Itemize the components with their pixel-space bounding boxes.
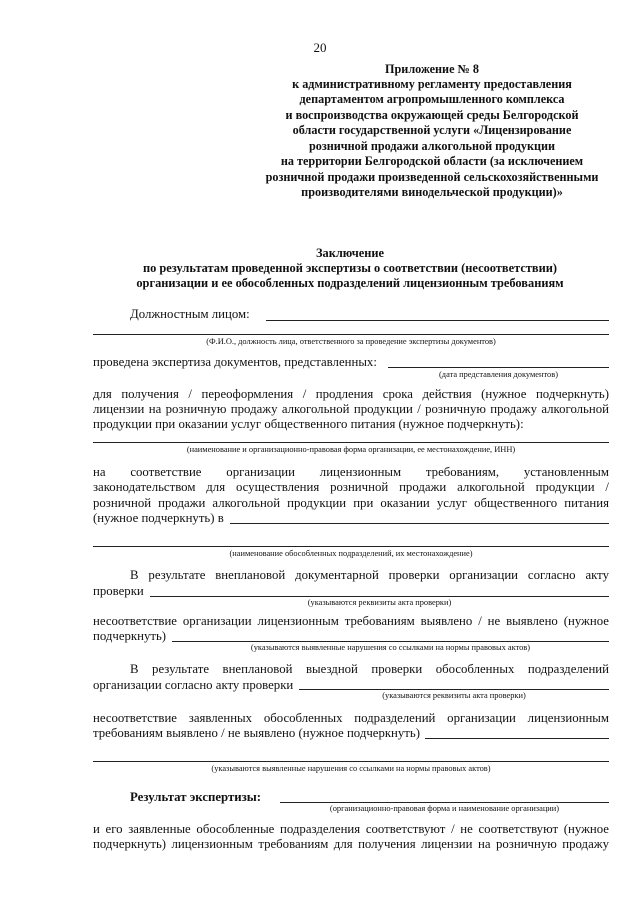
units-violations-caption: (указываются выявленные нарушения со ссылками на нормы правовых актов) xyxy=(211,764,491,773)
expertise-date-field[interactable] xyxy=(388,367,609,368)
result-label: Результат экспертизы: xyxy=(130,790,262,804)
purpose-line: продукции при оказании услуг общественного питания (нужное подчеркнуть): xyxy=(93,417,524,431)
expertise-caption: (дата представления документов) xyxy=(439,370,558,379)
page-number: 20 xyxy=(313,40,327,55)
compliance-line: законодательством для осуществления розничной продажи алкогольной продукции / xyxy=(93,480,609,494)
documentary-act-field[interactable] xyxy=(150,596,609,597)
documentary-check-line: В результате внеплановой документарной проверки организации согласно акту xyxy=(130,568,609,582)
title-line: Заключение xyxy=(315,246,385,260)
official-field[interactable] xyxy=(266,320,609,321)
appendix-line: к административному регламенту предоставления xyxy=(292,77,572,91)
result-field[interactable] xyxy=(280,802,609,803)
organization-caption: (наименование и организационно-правовая форма организации, ее местонахождение, ИНН) xyxy=(186,445,516,454)
appendix-line: розничной продажи алкогольной продукции xyxy=(308,139,556,153)
noncompliance-org-line: подчеркнуть) xyxy=(93,629,167,643)
appendix-line: на территории Белгородской области (за исключением xyxy=(280,154,584,168)
documentary-act-caption: (указываются реквизиты акта проверки) xyxy=(307,598,452,607)
appendix-line: департаментом агропромышленного комплекса xyxy=(299,92,565,106)
compliance-line: на соответствие организации лицензионным требованиям, установленным xyxy=(93,465,609,479)
purpose-line: лицензии на розничную продажу алкогольной продукции / розничную продажу алкогольной xyxy=(93,402,609,416)
official-field-continuation[interactable] xyxy=(93,334,609,335)
units-violations-field[interactable] xyxy=(425,738,609,739)
org-violations-field[interactable] xyxy=(172,641,609,642)
onsite-act-field[interactable] xyxy=(299,689,609,690)
official-label: Должностным лицом: xyxy=(130,307,250,321)
appendix-line: производителями винодельческой продукции)» xyxy=(301,185,563,199)
official-caption: (Ф.И.О., должность лица, ответственного за проведение экспертизы документов) xyxy=(206,337,496,346)
onsite-check-line: В результате внеплановой выездной проверки обособленных подразделений xyxy=(130,662,609,676)
purpose-line: для получения / переоформления / продления срока действия (нужное подчеркнуть) xyxy=(93,387,609,401)
org-violations-caption: (указываются выявленные нарушения со ссылками на нормы правовых актов) xyxy=(250,643,531,652)
subdivisions-field[interactable] xyxy=(230,523,609,524)
organization-field[interactable] xyxy=(93,442,609,443)
units-violations-field-continuation[interactable] xyxy=(93,761,609,762)
title-line: организации и ее обособленных подразделений лицензионным требованиям xyxy=(136,276,564,290)
documentary-check-line: проверки xyxy=(93,584,144,598)
appendix-number: Приложение № 8 xyxy=(385,62,479,76)
noncompliance-org-line: несоответствие организации лицензионным требованиям выявлено / не выявлено (нужное xyxy=(93,614,609,628)
onsite-check-line: организации согласно акту проверки xyxy=(93,678,294,692)
appendix-line: розничной продажи произведенной сельскохозяйственными xyxy=(265,170,599,184)
result-caption: (организационно-правовая форма и наименование организации) xyxy=(329,804,560,813)
subdivisions-caption: (наименование обособленных подразделений, их местонахождение) xyxy=(229,549,473,558)
noncompliance-units-line: несоответствие заявленных обособленных подразделений организации лицензионным xyxy=(93,711,609,725)
noncompliance-units-line: требованиям выявлено / не выявлено (нужное подчеркнуть) xyxy=(93,726,420,740)
onsite-act-caption: (указываются реквизиты акта проверки) xyxy=(382,691,526,700)
expertise-label: проведена экспертиза документов, представленных: xyxy=(93,355,377,369)
final-line: подчеркнуть) лицензионным требованиям для получения лицензии на розничную продажу xyxy=(93,837,609,851)
compliance-line: розничной продажи алкогольной продукции при оказании услуг общественного питания xyxy=(93,496,609,510)
appendix-line: области государственной услуги «Лицензирование xyxy=(292,123,572,137)
compliance-line: (нужное подчеркнуть) в xyxy=(93,511,224,525)
appendix-line: и воспроизводства окружающей среды Белгородской xyxy=(285,108,579,122)
title-line: по результатам проведенной экспертизы о соответствии (несоответствии) xyxy=(142,261,558,275)
subdivisions-field-continuation[interactable] xyxy=(93,546,609,547)
final-line: и его заявленные обособленные подразделения соответствуют / не соответствуют (нужное xyxy=(93,822,609,836)
